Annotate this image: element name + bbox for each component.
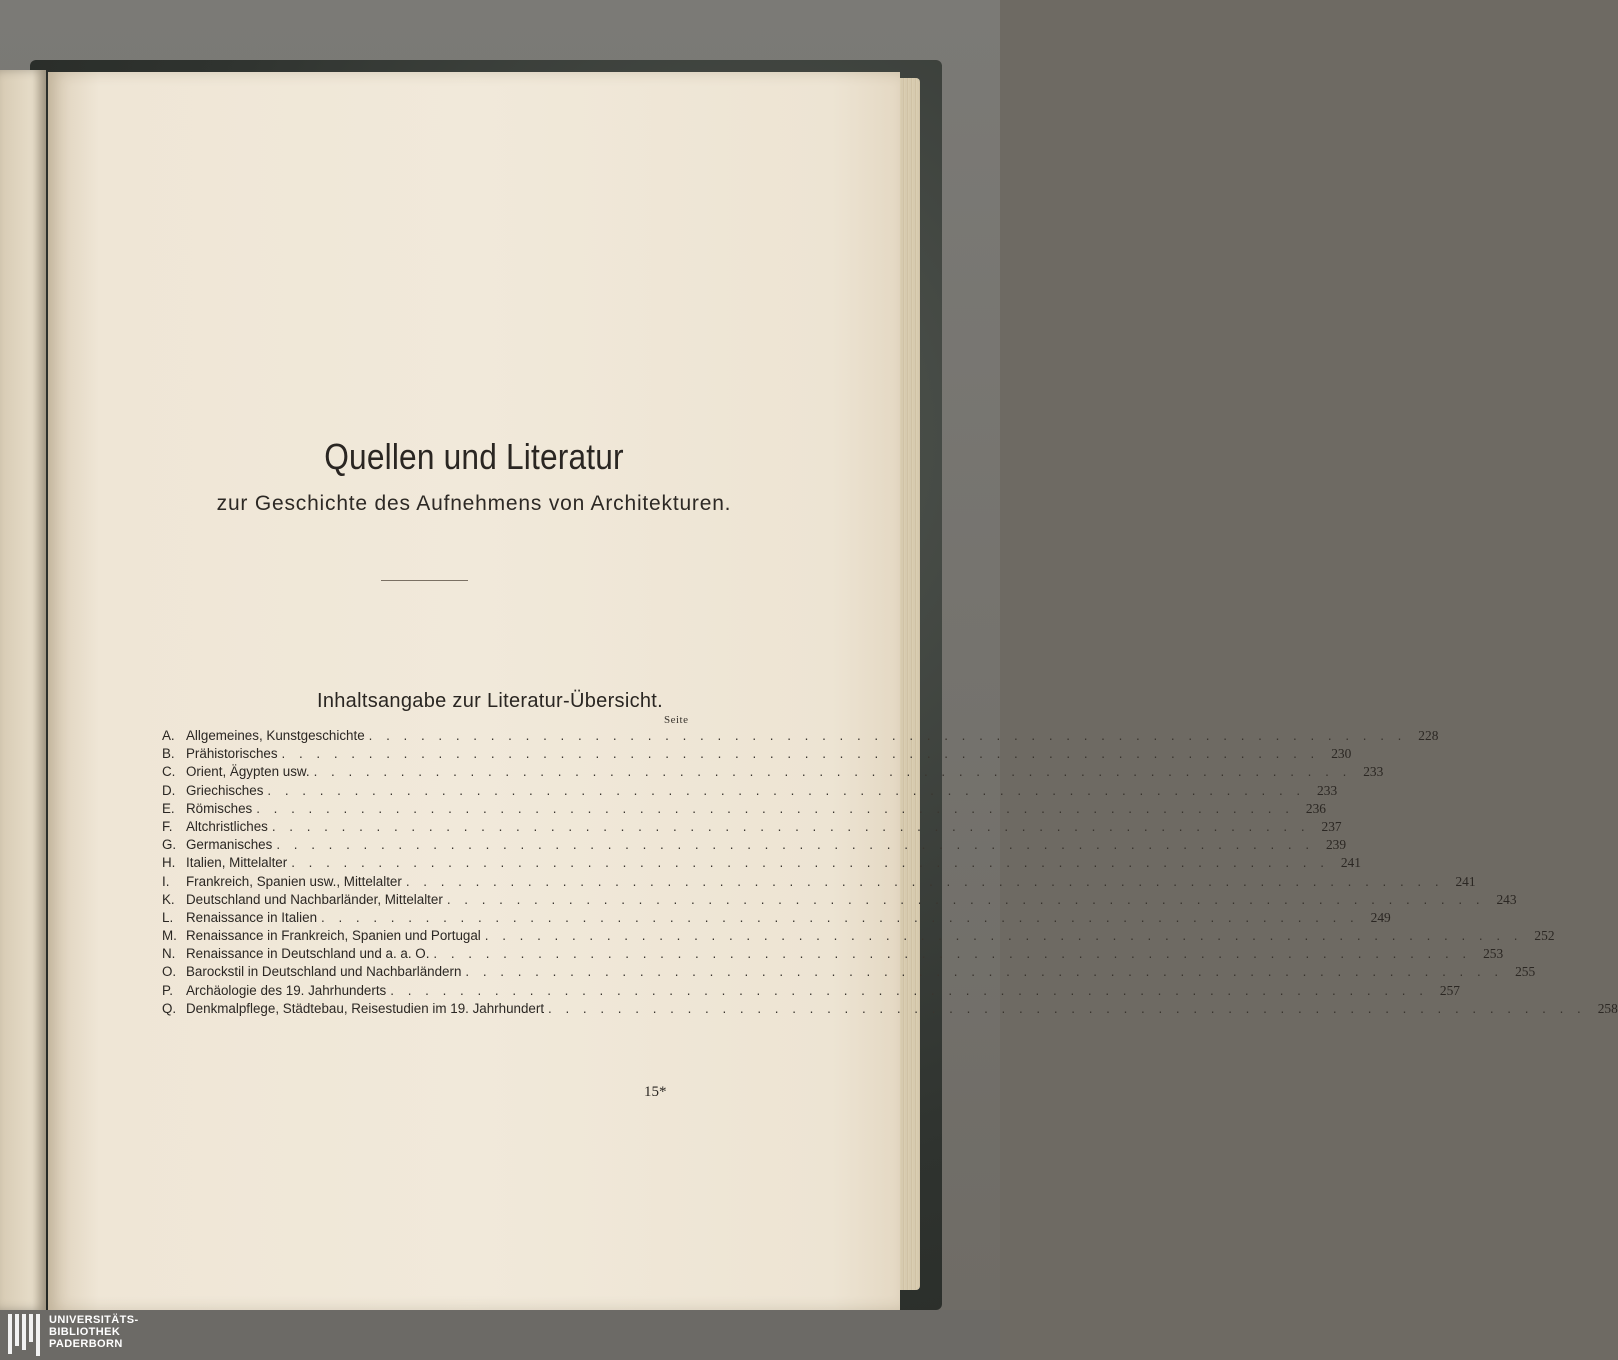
toc-entry xyxy=(162,728,1439,746)
toc-entry-letter: K. xyxy=(162,891,175,907)
toc-entry-letter: D. xyxy=(162,782,176,798)
toc-entry-letter: H. xyxy=(162,855,176,871)
toc-entry-leader: . . . . . . . . . . . . . . . . . . . . . . . . . . . . . . . . . . . . . . . . . . . . . . . . . . . . . . . . . . . . xyxy=(405,873,1444,889)
toc-entry-leader: . . . . . . . . . . . . . . . . . . . . . . . . . . . . . . . . . . . . . . . . . . . . . . . . . . . . . . . . . . . . xyxy=(446,891,1485,907)
left-page-edge xyxy=(0,70,46,1310)
toc-entry-letter: A. xyxy=(162,728,175,743)
toc-entry-leader: . . . . . . . . . . . . . . . . . . . . . . . . . . . . . . . . . . . . . . . . . . . . . . . . . . . . . . . . . . . . xyxy=(256,800,1294,816)
toc-entry-leader: . . . . . . . . . . . . . . . . . . . . . . . . . . . . . . . . . . . . . . . . . . . . . . . . . . . . . . . . . . . . xyxy=(267,782,1306,798)
library-logo xyxy=(8,1314,139,1356)
toc-entry-letter: E. xyxy=(162,800,175,816)
toc-entry-leader: . . . . . . . . . . . . . . . . . . . . . . . . . . . . . . . . . . . . . . . . . . . . . . . . . . . . . . . . . . . . xyxy=(390,982,1428,998)
toc-entry xyxy=(162,982,1460,1001)
logo-bars-icon xyxy=(8,1314,40,1356)
toc-entry xyxy=(162,855,1361,873)
toc-entry-page: 249 xyxy=(1370,909,1391,925)
toc-entry-page: 236 xyxy=(1305,800,1326,816)
toc-entry xyxy=(162,818,1342,837)
toc-entry-label: Renaissance in Frankreich, Spanien und Portugal xyxy=(186,928,481,944)
toc-entry-letter: B. xyxy=(162,746,175,762)
toc-entry-page: 237 xyxy=(1321,818,1342,834)
logo-line-1: UNIVERSITÄTS- xyxy=(49,1314,139,1326)
toc-entry xyxy=(162,1000,1618,1019)
page-folio: 15* xyxy=(644,1084,667,1100)
page-edges xyxy=(898,78,920,1290)
toc-entry-page: 233 xyxy=(1363,764,1384,780)
toc-entry xyxy=(162,891,1517,910)
toc-entry-letter: O. xyxy=(162,964,177,980)
toc-entry-label: Prähistorisches xyxy=(186,746,278,762)
toc-entry-page: 252 xyxy=(1534,928,1555,944)
toc-entry-leader: . . . . . . . . . . . . . . . . . . . . . . . . . . . . . . . . . . . . . . . . . . . . . . . . . . . . . . . . . . . . xyxy=(276,837,1315,853)
toc-entry-label: Renaissance in Deutschland und a. a. O. xyxy=(186,946,430,962)
toc-entry-page: 257 xyxy=(1439,982,1460,998)
toc-heading xyxy=(48,690,900,713)
toc-entry-leader: . . . . . . . . . . . . . . . . . . . . . . . . . . . . . . . . . . . . . . . . . . . . . . . . . . . . . . . . . . . . xyxy=(548,1000,1586,1016)
footer-bar xyxy=(0,1310,1000,1360)
toc-entry-label: Deutschland und Nachbarländer, Mittelalter xyxy=(186,891,443,907)
toc-heading-text: Inhaltsangabe zur Literatur-Übersicht. xyxy=(316,690,664,712)
toc-entry-letter: N. xyxy=(162,946,176,962)
toc-entry-page: 241 xyxy=(1455,873,1476,889)
toc-entry-label: Altchristliches xyxy=(186,818,268,834)
toc-entry-letter: M. xyxy=(162,928,177,944)
toc-entry-letter: L. xyxy=(162,909,174,925)
logo-line-2: BIBLIOTHEK xyxy=(49,1326,121,1338)
toc-entry xyxy=(162,873,1476,892)
toc-entry-label: Germanisches xyxy=(186,837,273,853)
toc-entry xyxy=(162,964,1536,982)
toc-entry xyxy=(162,928,1555,946)
toc-entry-label: Allgemeines, Kunstgeschichte xyxy=(186,728,365,743)
toc-entry xyxy=(162,946,1504,964)
toc-entry-label: Frankreich, Spanien usw., Mittelalter xyxy=(186,873,402,889)
toc-entry-leader: . . . . . . . . . . . . . . . . . . . . . . . . . . . . . . . . . . . . . . . . . . . . . . . . . . . . . . . . . . . . xyxy=(281,746,1320,762)
toc-entry xyxy=(162,746,1352,764)
logo-line-3: PADERBORN xyxy=(49,1338,123,1350)
toc-entry-leader: . . . . . . . . . . . . . . . . . . . . . . . . . . . . . . . . . . . . . . . . . . . . . . . . . . . . . . . . . . . . xyxy=(465,964,1504,980)
page-subtitle: zur Geschichte des Aufnehmens von Architekturen. xyxy=(216,492,732,515)
toc-entry xyxy=(162,837,1347,855)
toc-entry-label: Renaissance in Italien xyxy=(186,909,318,925)
toc-entry-letter: P. xyxy=(162,982,173,998)
toc-entry-letter: I. xyxy=(162,873,170,889)
divider-rule xyxy=(381,580,468,581)
toc-entry-page: 253 xyxy=(1483,946,1504,962)
toc-entry xyxy=(162,800,1326,819)
toc-entry-label: Barockstil in Deutschland und Nachbarländern xyxy=(186,964,462,980)
toc-entry-letter: F. xyxy=(162,818,173,834)
toc-entry-label: Griechisches xyxy=(186,782,264,798)
toc-entry-leader: . . . . . . . . . . . . . . . . . . . . . . . . . . . . . . . . . . . . . . . . . . . . . . . . . . . . . . . . . . . . xyxy=(291,855,1329,871)
table-of-contents xyxy=(162,728,1618,1019)
toc-entry-page: 258 xyxy=(1597,1000,1618,1016)
toc-entry-letter: Q. xyxy=(162,1000,177,1016)
toc-entry-leader: . . . . . . . . . . . . . . . . . . . . . . . . . . . . . . . . . . . . . . . . . . . . . . . . . . . . . . . . . . . . xyxy=(368,728,1407,743)
toc-entry-label: Orient, Ägypten usw. xyxy=(186,764,310,780)
toc-entry-leader: . . . . . . . . . . . . . . . . . . . . . . . . . . . . . . . . . . . . . . . . . . . . . . . . . . . . . . . . . . . . xyxy=(271,818,1310,834)
toc-entry-page: 255 xyxy=(1515,964,1536,980)
toc-entry xyxy=(162,764,1384,782)
toc-entry-label: Archäologie des 19. Jahrhunderts xyxy=(186,982,387,998)
toc-entry-page: 243 xyxy=(1496,891,1517,907)
toc-entry-leader: . . . . . . . . . . . . . . . . . . . . . . . . . . . . . . . . . . . . . . . . . . . . . . . . . . . . . . . . . . . . xyxy=(321,909,1359,925)
toc-entry-page: 228 xyxy=(1418,728,1439,743)
toc-entry-page: 233 xyxy=(1317,782,1338,798)
toc-entry-label: Römisches xyxy=(186,800,253,816)
toc-entry-label: Italien, Mittelalter xyxy=(186,855,288,871)
toc-entry xyxy=(162,782,1338,801)
toc-entry-leader: . . . . . . . . . . . . . . . . . . . . . . . . . . . . . . . . . . . . . . . . . . . . . . . . . . . . . . . . . . . . xyxy=(313,764,1352,780)
toc-entry-label: Denkmalpflege, Städtebau, Reisestudien im 19. Jahrhundert xyxy=(186,1000,545,1016)
toc-entry-letter: C. xyxy=(162,764,176,780)
toc-entry-page: 230 xyxy=(1331,746,1352,762)
seite-column-label: Seite xyxy=(664,714,689,726)
toc-entry xyxy=(162,909,1391,928)
toc-entry-leader: . . . . . . . . . . . . . . . . . . . . . . . . . . . . . . . . . . . . . . . . . . . . . . . . . . . . . . . . . . . . xyxy=(433,946,1472,962)
toc-entry-page: 241 xyxy=(1340,855,1361,871)
toc-entry-page: 239 xyxy=(1325,837,1347,853)
logo-text xyxy=(49,1314,139,1350)
page-title: Quellen und Literatur xyxy=(324,436,624,477)
toc-entry-leader: . . . . . . . . . . . . . . . . . . . . . . . . . . . . . . . . . . . . . . . . . . . . . . . . . . . . . . . . . . . . xyxy=(484,928,1523,944)
toc-entry-letter: G. xyxy=(162,837,177,853)
